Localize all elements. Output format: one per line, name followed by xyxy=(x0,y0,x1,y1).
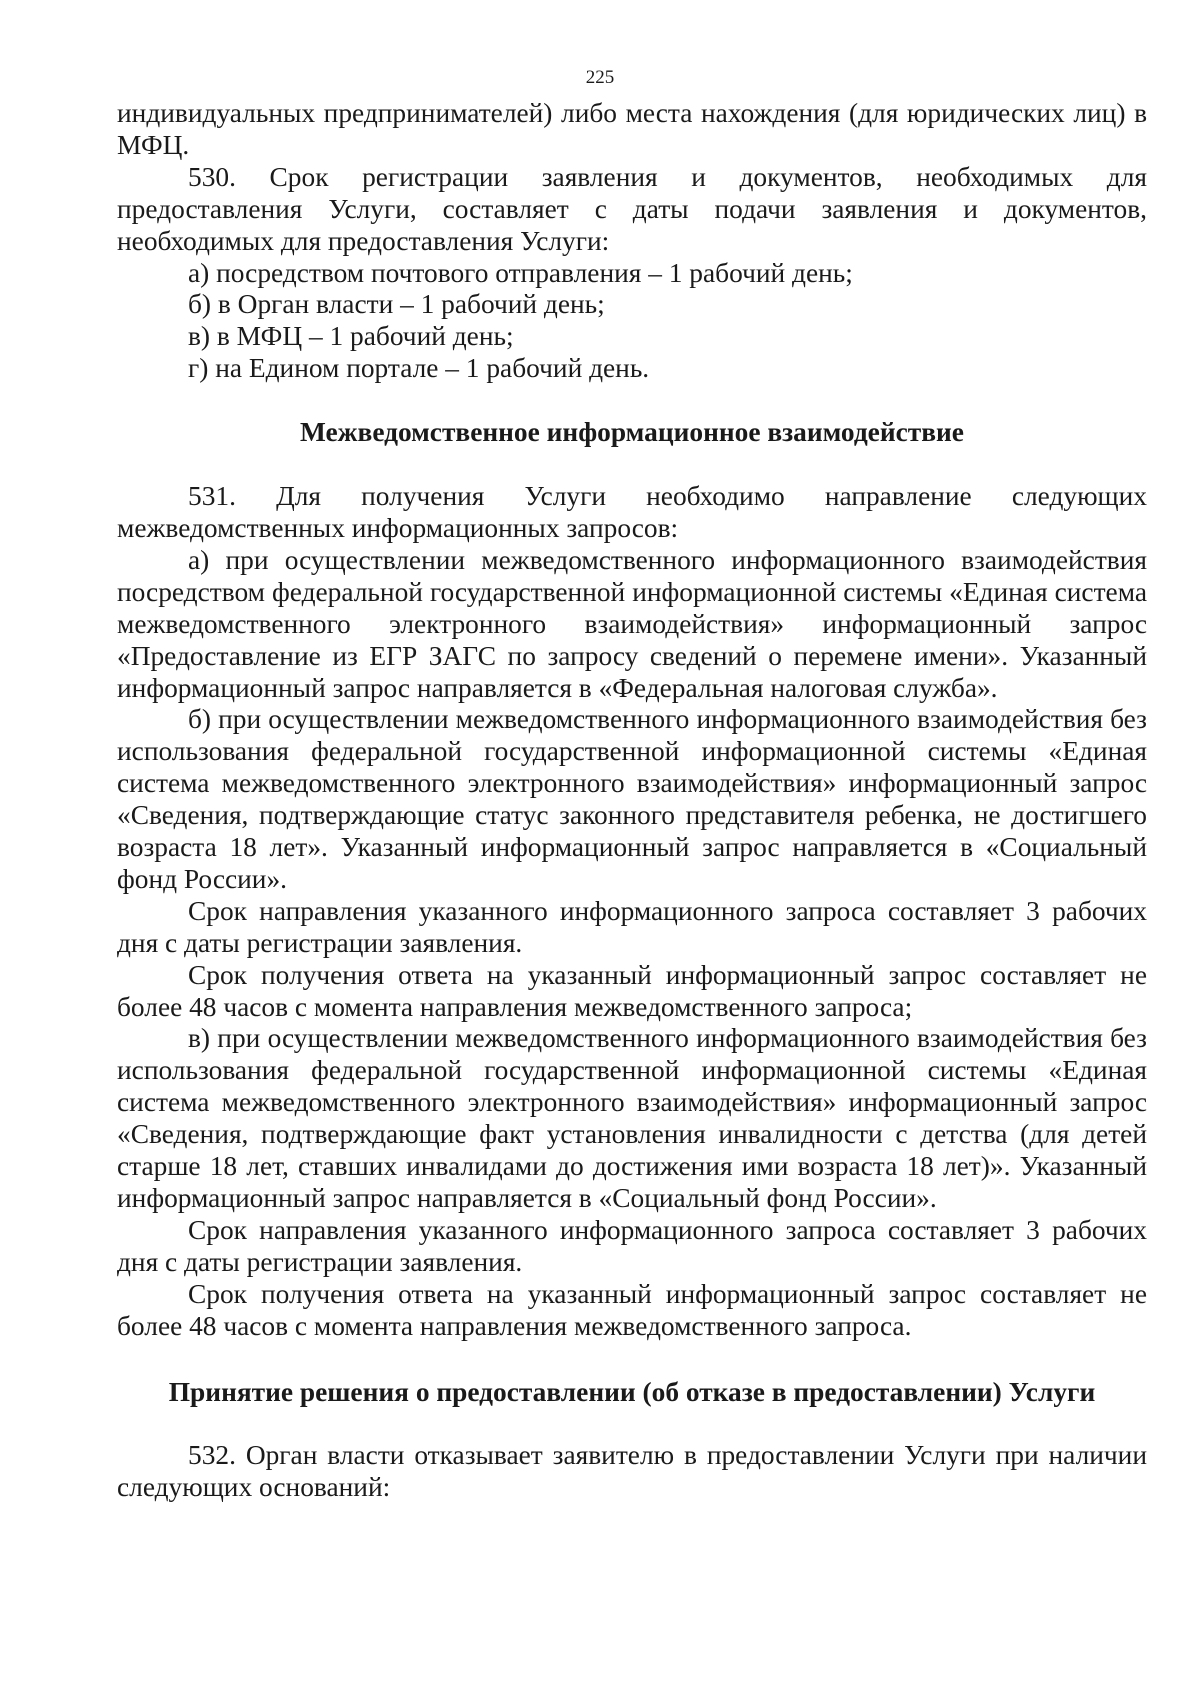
list-item-v-531: в) при осуществлении межведомственного информационного взаимодействия без использования федеральной государственной информационной системы «Единая система межведомственного электронного взаимодействия» информационный запрос «Сведения, подтверждающие факт установления инвалидности с детства (для детей старше 18 лет, ставших инвалидами до достижения ими возраста 18 лет)». Указанный информационный запрос направляется в «Социальный фонд России». xyxy=(117,1023,1147,1213)
paragraph-continuation: индивидуальных предпринимателей) либо места нахождения (для юридических лиц) в МФЦ. xyxy=(117,98,1147,160)
list-item-b-531: б) при осуществлении межведомственного информационного взаимодействия без использования федеральной государственной информационной системы «Единая система межведомственного электронного взаимодействия» информационный запрос «Сведения, подтверждающие статус законного представителя ребенка, не достигшего возраста 18 лет». Указанный информационный запрос направляется в «Социальный фонд России». xyxy=(117,704,1147,894)
paragraph-request-term-1: Срок направления указанного информационного запроса составляет 3 рабочих дня с даты регистрации заявления. xyxy=(117,895,1147,958)
paragraph-response-term-1: Срок получения ответа на указанный информационный запрос составляет не более 48 часов с момента направления межведомственного запроса; xyxy=(117,959,1147,1022)
document-body xyxy=(117,98,1147,1504)
list-item-a-531: а) при осуществлении межведомственного информационного взаимодействия посредством федеральной государственной информационной системы «Единая система межведомственного электронного взаимодействия» информационный запрос «Предоставление из ЕГР ЗАГС по запросу сведений о перемене имени». Указанный информационный запрос направляется в «Федеральная налоговая служба». xyxy=(117,544,1147,703)
page-number: 225 xyxy=(585,67,615,88)
paragraph-request-term-2: Срок направления указанного информационного запроса составляет 3 рабочих дня с даты регистрации заявления. xyxy=(117,1214,1147,1277)
list-item-v-530: в) в МФЦ – 1 рабочий день; xyxy=(188,321,514,352)
paragraph-response-term-2: Срок получения ответа на указанный информационный запрос составляет не более 48 часов с момента направления межведомственного запроса. xyxy=(117,1278,1147,1341)
section-heading-decision: Принятие решения о предоставлении (об отказе в предоставлении) Услуги xyxy=(168,1376,1096,1407)
paragraph-532: 532. Орган власти отказывает заявителю в предоставлении Услуги при наличии следующих оснований: xyxy=(117,1440,1147,1503)
list-item-b-530: б) в Орган власти – 1 рабочий день; xyxy=(188,289,605,320)
list-item-g-530: г) на Едином портале – 1 рабочий день. xyxy=(188,353,650,384)
section-heading-interagency: Межведомственное информационное взаимодействие xyxy=(300,417,964,448)
list-item-a-530: а) посредством почтового отправления – 1 рабочий день; xyxy=(188,257,853,288)
paragraph-530: 530. Срок регистрации заявления и документов, необходимых для предоставления Услуги, составляет с даты подачи заявления и документов, необходимых для предоставления Услуги: xyxy=(117,161,1147,256)
paragraph-531: 531. Для получения Услуги необходимо направление следующих межведомственных информационных запросов: xyxy=(117,481,1147,543)
